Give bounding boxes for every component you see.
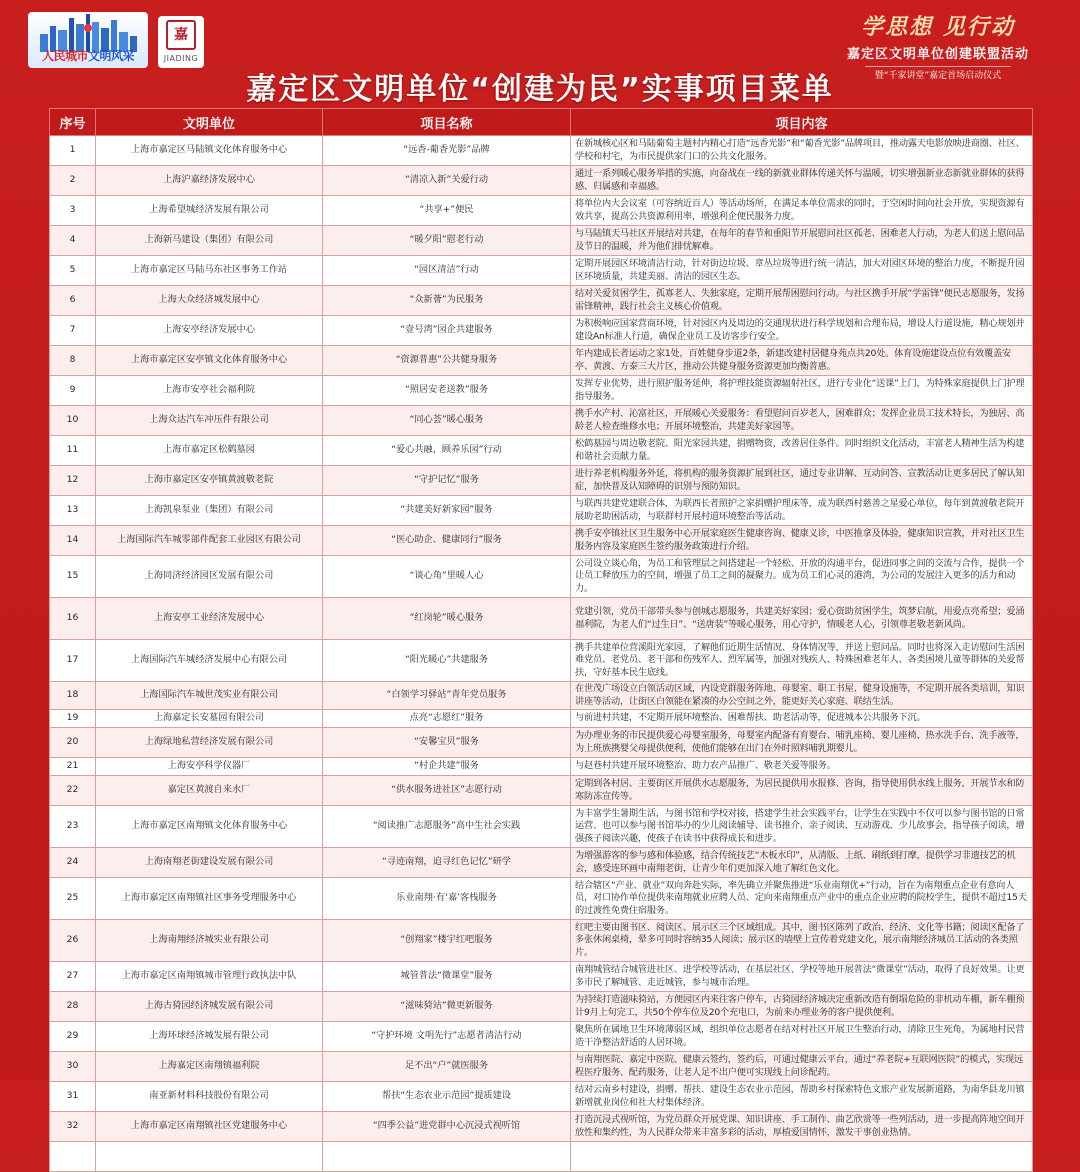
skyline-icon <box>28 12 148 52</box>
row-number: 25 <box>50 878 96 920</box>
row-number: 21 <box>50 758 96 776</box>
row-unit: 上海市嘉定区南翔镇城市管理行政执法中队 <box>96 962 323 992</box>
row-project-name: “阳光暖心”共建服务 <box>323 640 571 682</box>
row-unit: 上海市嘉定区南翔镇文化体育服务中心 <box>96 806 323 848</box>
table-row <box>50 406 1033 436</box>
row-number: 20 <box>50 728 96 758</box>
table-row <box>50 806 1033 848</box>
header-unit: 文明单位 <box>96 109 323 136</box>
row-project-name: “创翔家”楼宇红吧服务 <box>323 920 571 962</box>
row-number: 9 <box>50 376 96 406</box>
table-row <box>50 728 1033 758</box>
row-project-content: 为积极响应国家营商环境，针对园区内及周边的交通现状进行科学规划和合理布局，增设人行道设施，精心规划并建设An标准人行道，确保企业员工及访客步行安全。 <box>571 316 1033 346</box>
row-project-name: “园区清洁”行动 <box>323 256 571 286</box>
row-number: 1 <box>50 136 96 166</box>
slogan-sub: 嘉定区文明单位创建联盟活动 <box>846 47 1029 62</box>
table-row <box>50 166 1033 196</box>
row-number: 8 <box>50 346 96 376</box>
row-project-content: 发挥专业优势，进行照护服务延伸，将护理技能资源辐射社区，进行专业化“送课”上门，为特殊家庭提供上门护理指导服务。 <box>571 376 1033 406</box>
row-number: 5 <box>50 256 96 286</box>
row-project-name: “照居安老送教”服务 <box>323 376 571 406</box>
row-unit: 上海同济经济园区发展有限公司 <box>96 556 323 598</box>
row-unit: 上海市嘉定区安亭镇黄渡敬老院 <box>96 466 323 496</box>
row-project-name: “医心助企、健康同行”服务 <box>323 526 571 556</box>
row-unit: 上海安亭工业经济发展中心 <box>96 598 323 640</box>
row-project-content: 在世茂广场设立白领活动区域，内设党群服务阵地、母婴室、职工书屋、健身设施等，不定期开展各类培训，知识讲座等活动，让街区白领能在紧凑的办公空间之外，能更好关心家庭、联结生活。 <box>571 682 1033 710</box>
row-number: 6 <box>50 286 96 316</box>
row-project-name: 乐业南翔·有‘嘉’客栈服务 <box>323 878 571 920</box>
header-number: 序号 <box>50 109 96 136</box>
row-project-name: “共享+”便民 <box>323 196 571 226</box>
row-project-name: “爱心共融，顾养乐园”行动 <box>323 436 571 466</box>
row-project-content: 松鹤墓园与周边敬老院、阳光家园共建，捐赠物资，改善居住条件。同时组织文化活动，丰富老人精神生活为构建和谐社会贡献力量。 <box>571 436 1033 466</box>
table-body <box>50 136 1033 1172</box>
row-project-content: 结对云南乡村建设，捐赠、帮扶、建设生态农业示范园，帮助乡村探索特色文旅产业发展新道路，为南华县龙川镇新增就业岗位和社大村集体经济。 <box>571 1082 1033 1112</box>
row-unit <box>96 1142 323 1172</box>
row-project-name: “资源普惠”公共健身服务 <box>323 346 571 376</box>
table-row <box>50 526 1033 556</box>
table-row <box>50 376 1033 406</box>
row-project-content: 将单位内大会议室（可容纳近百人）等活动场所，在满足本单位需求的同时，于空闲时间向社会开放，实现资源有效共享，提高公共资源利用率，增强利企便民服务力度。 <box>571 196 1033 226</box>
row-number: 11 <box>50 436 96 466</box>
row-unit: 上海大众经济城发展中心 <box>96 286 323 316</box>
row-project-content: 在新城核心区和马陆葡萄主题村内精心打造“远香光影”和“葡香光影”品牌项目，推动露天电影放映进商圈、社区、学校和村宅，为市民提供家门口的公共文化服务。 <box>571 136 1033 166</box>
project-table-container <box>49 108 1032 1138</box>
row-project-content <box>571 1142 1033 1172</box>
row-project-name: “供水服务进社区”志愿行动 <box>323 776 571 806</box>
row-unit: 上海市嘉定区松鹤墓园 <box>96 436 323 466</box>
row-project-content: 红吧主要由图书区、阅读区、展示区三个区域组成。其中，图书区陈列了政治、经济、文化等书籍；阅读区配备了多张休闲桌椅，晕多可同时容纳35人阅读；展示区的墙壁上宣传着党建文化，展示南翔经济城员工活动的各类照片。 <box>571 920 1033 962</box>
row-project-name: “寻迹南翔，追寻红色记忆”研学 <box>323 848 571 878</box>
table-row <box>50 136 1033 166</box>
table-row <box>50 1142 1033 1172</box>
header-project-content: 项目内容 <box>571 109 1033 136</box>
table-header-row <box>50 109 1033 136</box>
table-row <box>50 196 1033 226</box>
row-project-content: 与联西共建党建联合体，为联西长者照护之家捐赠护理床等，成为联西村慈善之星爱心单位，每年到黄渡敬老院开展助老助困活动，与联群村开展村道环境整治等活动。 <box>571 496 1033 526</box>
table-row <box>50 776 1033 806</box>
table-row <box>50 316 1033 346</box>
row-unit: 上海市嘉定区南翔镇社区事务受理服务中心 <box>96 878 323 920</box>
row-unit: 上海市嘉定区南翔镇社区党建服务中心 <box>96 1112 323 1142</box>
row-unit: 上海南翔经济城实业有限公司 <box>96 920 323 962</box>
row-number: 4 <box>50 226 96 256</box>
table-row <box>50 496 1033 526</box>
row-number: 2 <box>50 166 96 196</box>
row-project-name: 点亮“志愿红”服务 <box>323 710 571 728</box>
row-project-content: 南翔城管结合城管进社区、进学校等活动，在基层社区、学校等地开展普法“微课堂”活动，取得了良好效果。让更多市民了解城管、走近城管，参与城市治理。 <box>571 962 1033 992</box>
row-project-name: “四季公益”进党群中心沉浸式视听馆 <box>323 1112 571 1142</box>
row-unit: 上海市嘉定区马陆马东社区事务工作站 <box>96 256 323 286</box>
slogan-sub2: 暨“千家讲堂”嘉定首场启动仪式 <box>865 66 1011 81</box>
table-row <box>50 1082 1033 1112</box>
row-project-name: “众新薈”为民服务 <box>323 286 571 316</box>
row-project-content: 与南翔医院、嘉定中医院、健康云签约，签约后，可通过健康云平台，通过“养老院+互联网医院”的模式，实现远程医疗服务、配药服务，让老人足不出户便可实现线上问诊配药。 <box>571 1052 1033 1082</box>
row-project-content: 携手水产村、沁富社区，开展暖心关爱服务：看望慰问百岁老人，困难群众；发挥企业员工技术特长，为独居、高龄老人检查维修水电；开展环境整治，共建美好家园等。 <box>571 406 1033 436</box>
row-project-name: “远香-葡香光影”品牌 <box>323 136 571 166</box>
row-unit: 上海国际汽车城世茂实业有限公司 <box>96 682 323 710</box>
row-unit: 嘉定区黄渡自来水厂 <box>96 776 323 806</box>
row-project-content: 公司设立谈心角，为员工和管理层之间搭建起一个轻松、开放的沟通平台，促进同事之间的交流与合作，提供一个让员工释放压力的空间，增强了员工之间的凝聚力。成为员工们心灵的港湾，为公司的发展注入更多的活力和动力。 <box>571 556 1033 598</box>
row-unit: 上海安亭科学仪器厂 <box>96 758 323 776</box>
table-row <box>50 466 1033 496</box>
table-row <box>50 1052 1033 1082</box>
row-unit: 上海环球经济城发展有限公司 <box>96 1022 323 1052</box>
row-project-name: “壹号湾”园企共建服务 <box>323 316 571 346</box>
table-row <box>50 598 1033 640</box>
row-number: 32 <box>50 1112 96 1142</box>
row-unit: 上海古猗园经济城发展有限公司 <box>96 992 323 1022</box>
table-row <box>50 436 1033 466</box>
table-row <box>50 1022 1033 1052</box>
page-header <box>0 0 1080 107</box>
row-project-name: 足不出“户”就医服务 <box>323 1052 571 1082</box>
project-table <box>49 108 1033 1172</box>
row-project-name: “暖夕阳”慰老行动 <box>323 226 571 256</box>
row-project-content: 与赵巷村共建开展环境整治、助力农产品推广、敬老关爱等服务。 <box>571 758 1033 776</box>
row-number: 18 <box>50 682 96 710</box>
table-row <box>50 920 1033 962</box>
row-project-content: 与马陆镇天马社区开展结对共建，在每年的春节和重阳节开展慰问社区孤老、困难老人行动，为老人们送上慰问品及节日的温暖，并为他们排忧解难。 <box>571 226 1033 256</box>
table-row <box>50 992 1033 1022</box>
row-number: 12 <box>50 466 96 496</box>
jiading-logo <box>158 16 204 68</box>
row-project-content: 为增强游客的参与感和体验感，结合传统技艺“木板水印”，从清版、上纸、刷纸到打摩，提供学习非遗技艺的机会，感受连环画中南翔老街，让青少年们更加深入地了解红色文化。 <box>571 848 1033 878</box>
row-project-name: “守护环境 文明先行”志愿者清洁行动 <box>323 1022 571 1052</box>
row-unit: 上海市嘉定区安亭镇文化体育服务中心 <box>96 346 323 376</box>
row-project-content: 携手安亭镇社区卫生服务中心开展家庭医生健康咨询、健康义诊，中医推拿及体验，健康知识宣教，并对社区卫生服务内容及家庭医生签约服务政策进行介绍。 <box>571 526 1033 556</box>
row-project-content: 与前进村共建，不定期开展环境整治、困难帮扶、助老活动等，促进城本公共服务下沉。 <box>571 710 1033 728</box>
row-project-name: “滋味猗站”微更新服务 <box>323 992 571 1022</box>
row-project-name: “安馨宝贝”服务 <box>323 728 571 758</box>
row-number: 3 <box>50 196 96 226</box>
table-row <box>50 758 1033 776</box>
row-unit: 南亚新材料科技股份有限公司 <box>96 1082 323 1112</box>
row-unit: 上海市安亭社会福利院 <box>96 376 323 406</box>
row-project-content: 聚焦所在属地卫生环境薄弱区域，组织单位志愿者在结对村社区开展卫生整治行动，清除卫生死角，为属地村民营造干净整洁舒适的人居环境。 <box>571 1022 1033 1052</box>
row-number: 7 <box>50 316 96 346</box>
table-row <box>50 848 1033 878</box>
row-unit: 上海希望城经济发展有限公司 <box>96 196 323 226</box>
row-unit: 上海南翔老街建设发展有限公司 <box>96 848 323 878</box>
row-number: 24 <box>50 848 96 878</box>
row-unit: 上海国际汽车城零部件配套工业园区有限公司 <box>96 526 323 556</box>
row-number: 19 <box>50 710 96 728</box>
row-project-content: 通过一系列暖心服务举措的实施，向奋战在一线的新就业群体传递关怀与温暖，切实增强新业态新就业群体的获得感、归属感和幸福感。 <box>571 166 1033 196</box>
row-project-name: “共建美好新家园”服务 <box>323 496 571 526</box>
row-project-content: 定期开展园区环境清洁行动，针对街边垃圾、章丛垃圾等进行统一清洁，加大对园区环境的整治力度，不断提升园区环境质量，共建美丽、清洁的园区生态。 <box>571 256 1033 286</box>
row-unit: 上海沪嘉经济发展中心 <box>96 166 323 196</box>
row-unit: 上海新马建设（集团）有限公司 <box>96 226 323 256</box>
row-project-content: 年内建成长者运动之家1处，百姓健身步道2条，新建改建村居健身苑点共20处。体育设施建设点位有效覆盖安亭、黄渡、方泰三大片区，推动公共健身服务资源更加均衡普惠。 <box>571 346 1033 376</box>
row-project-name: “村企共建”服务 <box>323 758 571 776</box>
row-number: 16 <box>50 598 96 640</box>
row-number: 13 <box>50 496 96 526</box>
row-project-name: “谈心角”里暖人心 <box>323 556 571 598</box>
row-project-content: 党建引领，党员干部带头参与创城志愿服务，共建美好家园；爱心资助贫困学生，筑梦启航，用爱点亮希望；爱涌福利院，为老人们“过生日”、“送唐装”等暖心服务，用心守护，情暖老人心，引领尊老敬老新风尚。 <box>571 598 1033 640</box>
table-row <box>50 256 1033 286</box>
row-project-name: “阅读推广志愿服务”高中生社会实践 <box>323 806 571 848</box>
row-project-content: 结合辖区“产业、就业”双向奔赴实际，率先确立并聚焦推进“乐业南翔优+”行动，旨在为南翔重点企业有意向人员，对口协作单位提供来南翔就业应聘人员、定向来南翔重点产业中的重点企业应聘的院校学生，提供不超过15天的过渡性免费住宿服务。 <box>571 878 1033 920</box>
table-row <box>50 556 1033 598</box>
row-number: 15 <box>50 556 96 598</box>
row-project-content: 进行养老机构服务外延，将机构的服务资源扩展到社区，通过专业讲解、互动问答、宣教活动让更多居民了解认知症，加快普及认知障碍的识别与预防知识。 <box>571 466 1033 496</box>
row-project-name: “同心荟”暖心服务 <box>323 406 571 436</box>
jiading-logo-text: JIADING <box>163 54 199 63</box>
row-project-name: “守护记忆”服务 <box>323 466 571 496</box>
row-number: 26 <box>50 920 96 962</box>
table-row <box>50 682 1033 710</box>
row-project-name: 帮扶“生态农业示范园”提质建设 <box>323 1082 571 1112</box>
row-unit: 上海市嘉定区马陆镇文化体育服务中心 <box>96 136 323 166</box>
row-number: 30 <box>50 1052 96 1082</box>
row-number: 28 <box>50 992 96 1022</box>
row-number: 10 <box>50 406 96 436</box>
row-number: 27 <box>50 962 96 992</box>
table-row <box>50 710 1033 728</box>
table-row <box>50 286 1033 316</box>
row-project-content: 为持续打造滋味猗站，方便园区内来往客户停车，古猗园经济城决定重新改造有倒塌危险的非机动车棚，新车棚预计9月上旬完工，共50个停车位及20个充电口，为前来办理业务的客户提供便利。 <box>571 992 1033 1022</box>
row-number: 22 <box>50 776 96 806</box>
row-unit: 上海安亭经济发展中心 <box>96 316 323 346</box>
slogan-main: 学思想 见行动 <box>861 14 1015 40</box>
row-unit: 上海众达汽车冲压件有限公司 <box>96 406 323 436</box>
table-row <box>50 640 1033 682</box>
table-row <box>50 878 1033 920</box>
row-project-content: 结对关爱贫困学生，孤寡老人、失独家庭，定期开展帮困慰问行动。与社区携手开展“学雷锋”便民志愿服务，发扬雷锋精神，践行社会主义核心价值观。 <box>571 286 1033 316</box>
row-project-name <box>323 1142 571 1172</box>
row-project-content: 打造沉浸式视听馆，为党员群众开展党课、知识讲座、手工制作、曲艺欣赏等一些列活动，进一步提高阵地空间开放性和集约性，为人民群众带来丰富多彩的活动，厚植爱国情怀，激发干事创业热情。 <box>571 1112 1033 1142</box>
row-number: 14 <box>50 526 96 556</box>
table-row <box>50 226 1033 256</box>
row-project-content: 定期到各村居、主要街区开展供水志愿服务，为居民提供用水报修、咨询，指导使用供水线上服务，开展节水和防寒防冻宣传等。 <box>571 776 1033 806</box>
row-project-content: 为办理业务的市民提供爱心母婴室服务，母婴室内配备有育婴台、哺乳座椅、婴儿座椅、热水洗手台、洗手液等，为上班族携婴父母提供便利，使他们能够在出门在外时照料哺乳期婴儿。 <box>571 728 1033 758</box>
row-unit: 上海国际汽车城经济发展中心有限公司 <box>96 640 323 682</box>
row-number: 23 <box>50 806 96 848</box>
row-project-name: “清凉入新”关爱行动 <box>323 166 571 196</box>
row-number: 17 <box>50 640 96 682</box>
row-project-name: “白领学习驿站”青年党员服务 <box>323 682 571 710</box>
header-project-name: 项目名称 <box>323 109 571 136</box>
row-number: 31 <box>50 1082 96 1112</box>
city-logo <box>28 12 148 68</box>
city-logo-text: 人民城市文明风采 <box>41 49 135 63</box>
row-number: 29 <box>50 1022 96 1052</box>
table-row <box>50 962 1033 992</box>
row-unit: 上海嘉定区南翔镇福利院 <box>96 1052 323 1082</box>
row-project-name: 城管普法“微课堂”服务 <box>323 962 571 992</box>
row-number <box>50 1142 96 1172</box>
row-unit: 上海绿地私营经济发展有限公司 <box>96 728 323 758</box>
row-unit: 上海嘉定长安墓园有限公司 <box>96 710 323 728</box>
row-project-name: “红岗轮”暖心服务 <box>323 598 571 640</box>
row-project-content: 为丰富学生暑期生活，与图书馆和学校对接，搭建学生社会实践平台，让学生在实践中不仅可以参与图书馆的日常运营、也可以参与图书馆举办的少儿阅读辅导、读书推介、亲子阅读、互动游戏、少儿故事会，指导孩子阅读，增强孩子阅读兴趣，使孩子在读书中获得成长和进步。 <box>571 806 1033 848</box>
row-project-content: 携手共建单位营溪阳光家园，了解他们近期生活情况、身体情况等，并送上慰问品。同时也将深入走访慰问生活困难党员、老党员、老干部和伤残军人、烈军属等，加强对残疾人、特殊困难老年人、各类困境儿童等群体的关爱帮扶，守好基本民生底线。 <box>571 640 1033 682</box>
table-row <box>50 1112 1033 1142</box>
row-unit: 上海凯泉泵业（集团）有限公司 <box>96 496 323 526</box>
table-row <box>50 346 1033 376</box>
page-title: 嘉定区文明单位“创建为民”实事项目菜单 <box>246 72 834 107</box>
seal-icon: 嘉 <box>166 20 196 50</box>
